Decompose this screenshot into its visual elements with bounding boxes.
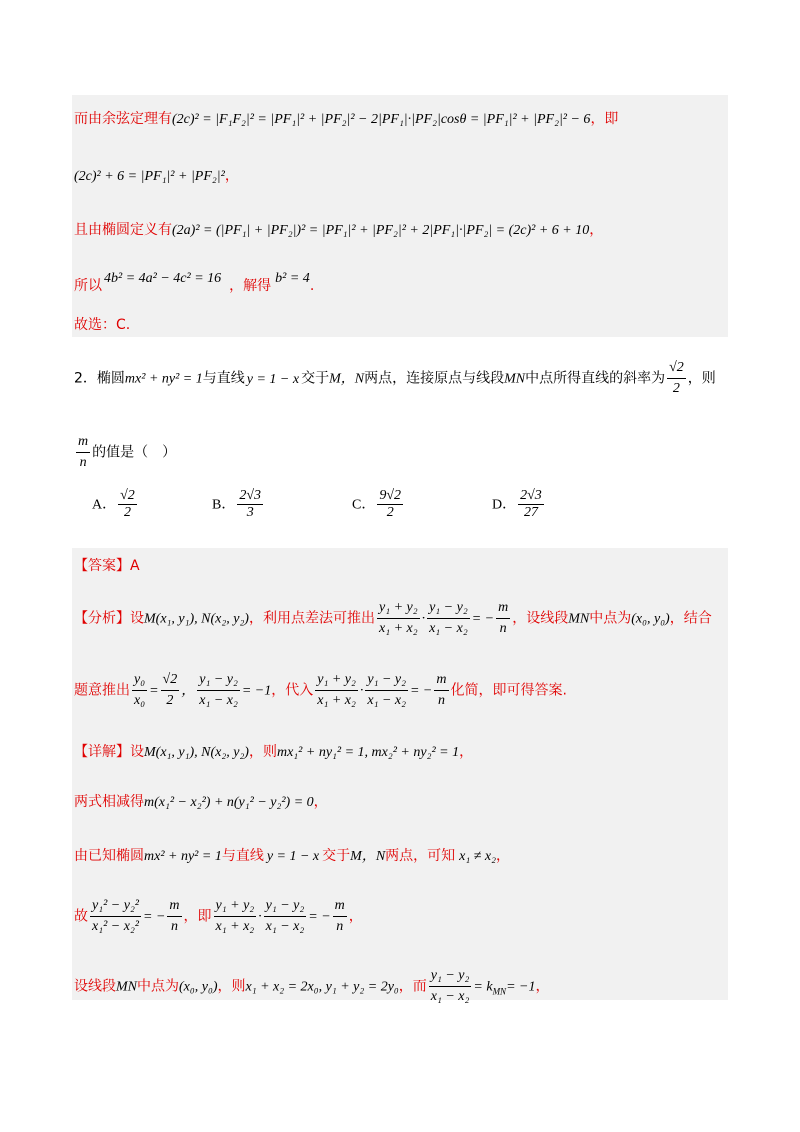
formula: mx² + ny² = 1 [144, 849, 222, 864]
text: . [309, 278, 315, 294]
text: 的值是（ ） [92, 444, 177, 461]
detail-line-1 [74, 742, 473, 763]
formula: M(x₁, y₁), N(x₂, y₂) [144, 745, 249, 760]
formula: ， [181, 683, 196, 699]
option-c[interactable] [352, 488, 405, 521]
slope-fraction: $\frac{√2}{2}$ [669, 360, 684, 396]
formula: = −1 [241, 683, 272, 699]
formula: x₁ ≠ x₂ [459, 849, 497, 864]
formula: 4b² = 4a² − 4c² = 16 [104, 271, 222, 286]
formula: MN [116, 979, 137, 995]
fraction: $\frac{\text{y₁ + y₂}}{\text{x₁ + x₂}}$ [215, 898, 255, 934]
text: ， [224, 168, 239, 184]
formula: (x₀, y₀) [631, 611, 670, 627]
m-over-n-fraction: $\frac{m}{n}$ [78, 434, 89, 470]
detail-line-5 [74, 966, 549, 1007]
fraction: $\frac{\text{y₁ − y₂}}{\text{x₁ − x₂}}$ [199, 672, 238, 708]
cosine-law-line [74, 109, 618, 130]
detail-tag: 【详解】 [74, 744, 130, 760]
option-d[interactable] [492, 488, 546, 521]
text: 而由余弦定理有 [74, 111, 172, 127]
formula: MN [504, 371, 526, 387]
choice-line: 故选：C. [74, 317, 131, 333]
formula: (2c)² = |F₁F₂|² = |PF₁|² + |PF₂|² − 2|PF₁|·|PF₂|cosθ = |PF₁|² + |PF₂|² − 6 [172, 112, 591, 127]
text: ， [313, 794, 328, 810]
fraction: $\frac{m}{n}$ [169, 898, 180, 934]
text: ，设线段 [512, 610, 569, 627]
text: ，代入 [271, 682, 314, 699]
detail-line-2 [74, 792, 328, 813]
fraction: $\frac{\text{y₀}}{\text{x₀}}$ [134, 672, 146, 708]
question-2-cont [74, 432, 176, 473]
text: 题意推出 [74, 682, 130, 699]
text: ， [459, 744, 474, 760]
fraction: $\frac{\text{y₁ + y₂}}{\text{x₁ + x₂}}$ [317, 672, 356, 708]
text: ，利用点差法可推出 [248, 610, 375, 627]
answer-tag: 【答案】 [74, 558, 130, 574]
formula: y = 1 − x [246, 371, 300, 387]
fraction: $\frac{\text{y₁ − y₂}}{\text{x₁ − x₂}}$ [429, 600, 468, 636]
ellipse-def-line [74, 220, 603, 241]
formula: = − [471, 611, 495, 627]
fraction: $\frac{m}{n}$ [498, 600, 509, 636]
text: ， [535, 978, 550, 995]
detail-line-3 [74, 846, 510, 867]
text: 两式相减得 [74, 794, 144, 810]
text: 中点为 [589, 610, 632, 627]
option-value: $\frac{2√3}{27}$ [520, 488, 542, 520]
text: 中点为 [137, 978, 179, 995]
question-2 [74, 358, 716, 399]
therefore-line [74, 268, 315, 294]
detail-line-4: 故 $\frac{\text{y₁² − y₂²}}{\text{x₁² − x₂²}}$ = − $\frac{m}{n}$ ，即 $\frac{\text{y₁ + y₂}}{\text{x₁ + x₂}}$ · $\frac{\text{y₁ − y₂}}{\text{x₁ − x₂}}$ = − $\frac{m}{n}$ ， [74, 896, 363, 937]
text: ， [589, 222, 604, 238]
text: 与直线 [221, 848, 264, 864]
text: ， [496, 848, 511, 864]
text: 设 [130, 610, 144, 627]
option-label: C． [352, 497, 376, 513]
formula: (x₀, y₀) [179, 979, 218, 995]
option-value: $\frac{√2}{2}$ [120, 488, 135, 520]
subscript: MN [492, 986, 507, 997]
analysis-line-2: 题意推出 $\frac{\text{y₀}}{\text{x₀}}$ = $\frac{√2}{2}$ ， $\frac{\text{y₁ − y₂}}{\text{x₁ − x₂}}$ = −1，代入 $\frac{\text{y₁ + y₂}}{\text{x₁ + x₂}}$ · $\frac{\text{y₁ − y₂}}{\text{x₁ − x₂}}$ = − $\frac{m}{n}$ 化简，即可得答案. [74, 670, 567, 711]
text: 两点，可知 [385, 848, 456, 864]
option-label: D． [492, 497, 517, 513]
analysis-tag: 【分析】 [74, 610, 130, 627]
answer-value: A [130, 558, 140, 574]
formula: (2c)² + 6 = |PF₁|² + |PF₂|² [74, 169, 225, 184]
fraction: $\frac{\text{y₁ − y₂}}{\text{x₁ − x₂}}$ [265, 898, 305, 934]
text: 故 [74, 908, 88, 925]
option-b[interactable] [212, 488, 265, 521]
text: ，解得 [229, 278, 272, 294]
formula: = −1 [506, 979, 536, 995]
text: 设线段 [74, 978, 116, 995]
formula: = [149, 683, 159, 699]
option-label: A． [92, 497, 117, 513]
formula: mx₁² + ny₁² = 1, mx₂² + ny₂² = 1 [276, 745, 460, 760]
text: ，则 [217, 978, 246, 995]
solution-block-1 [72, 95, 728, 337]
text: 两点，连接原点与线段 [364, 370, 505, 387]
formula: (2a)² = (|PF₁| + |PF₂|)² = |PF₁|² + |PF₂|² + 2|PF₁|·|PF₂| = (2c)² + 6 + 10 [172, 223, 590, 238]
text: 中点所得直线的斜率为 [525, 370, 666, 387]
option-label: B． [212, 497, 236, 513]
text: 与直线 [202, 370, 245, 387]
formula: y = 1 − x [266, 849, 320, 864]
text: ， [348, 908, 363, 925]
text: 所以 [74, 278, 102, 294]
formula: x₁ + x₂ = 2x₀, y₁ + y₂ = 2y₀ [245, 979, 399, 995]
text: 化简，即可得答案. [450, 682, 567, 699]
fraction: $\frac{\text{y₁ − y₂}}{\text{x₁ − x₂}}$ [430, 968, 470, 1004]
text: ，即 [183, 908, 212, 925]
formula: m(x₁² − x₂²) + n(y₁² − y₂²) = 0 [144, 795, 314, 810]
formula: b² = 4 [275, 271, 310, 286]
formula: = k [473, 979, 493, 995]
formula: = − [143, 909, 166, 925]
text: ，则 [687, 370, 716, 387]
formula: = − [409, 683, 433, 699]
formula: mx² + ny² = 1 [124, 371, 203, 387]
fraction: $\frac{m}{n}$ [436, 672, 447, 708]
formula: MN [568, 611, 590, 627]
formula: = − [308, 909, 331, 925]
formula: M，N [329, 371, 365, 387]
fraction: $\frac{m}{n}$ [334, 898, 345, 934]
text: 交于 [322, 848, 351, 864]
text: ，而 [398, 978, 427, 995]
option-value: $\frac{2√3}{3}$ [239, 488, 262, 520]
formula: M，N [350, 849, 386, 864]
text: ，结合 [669, 610, 712, 627]
equation-line [74, 166, 239, 187]
question-number: 2．椭圆 [74, 370, 125, 387]
fraction: $\frac{\text{y₁ − y₂}}{\text{x₁ − x₂}}$ [367, 672, 406, 708]
fraction: $\frac{\text{y₁ + y₂}}{\text{x₁ + x₂}}$ [378, 600, 418, 636]
text: 且由椭圆定义有 [74, 222, 172, 238]
formula: M(x₁, y₁), N(x₂, y₂) [144, 611, 249, 627]
option-a[interactable] [92, 488, 139, 521]
text: 设 [130, 744, 144, 760]
text: 交于 [301, 370, 330, 387]
fraction: $\frac{\text{y₁² − y₂²}}{\text{x₁² − x₂²}}$ [92, 898, 140, 934]
analysis-line-1: 【分析】设M(x₁, y₁), N(x₂, y₂)，利用点差法可推出 $\frac{\text{y₁ + y₂}}{\text{x₁ + x₂}}$ · $\frac{\text{y₁ − y₂}}{\text{x₁ − x₂}}$ = − $\frac{m}{n}$ ，设线段MN中点为(x₀, y₀)，结合 [74, 598, 712, 639]
text: 由已知椭圆 [74, 848, 144, 864]
option-value: $\frac{9√2}{2}$ [379, 488, 402, 520]
fraction: $\frac{√2}{2}$ [162, 672, 178, 708]
answer-line [74, 556, 140, 576]
text: ，则 [248, 744, 277, 760]
text: ，即 [590, 111, 619, 127]
